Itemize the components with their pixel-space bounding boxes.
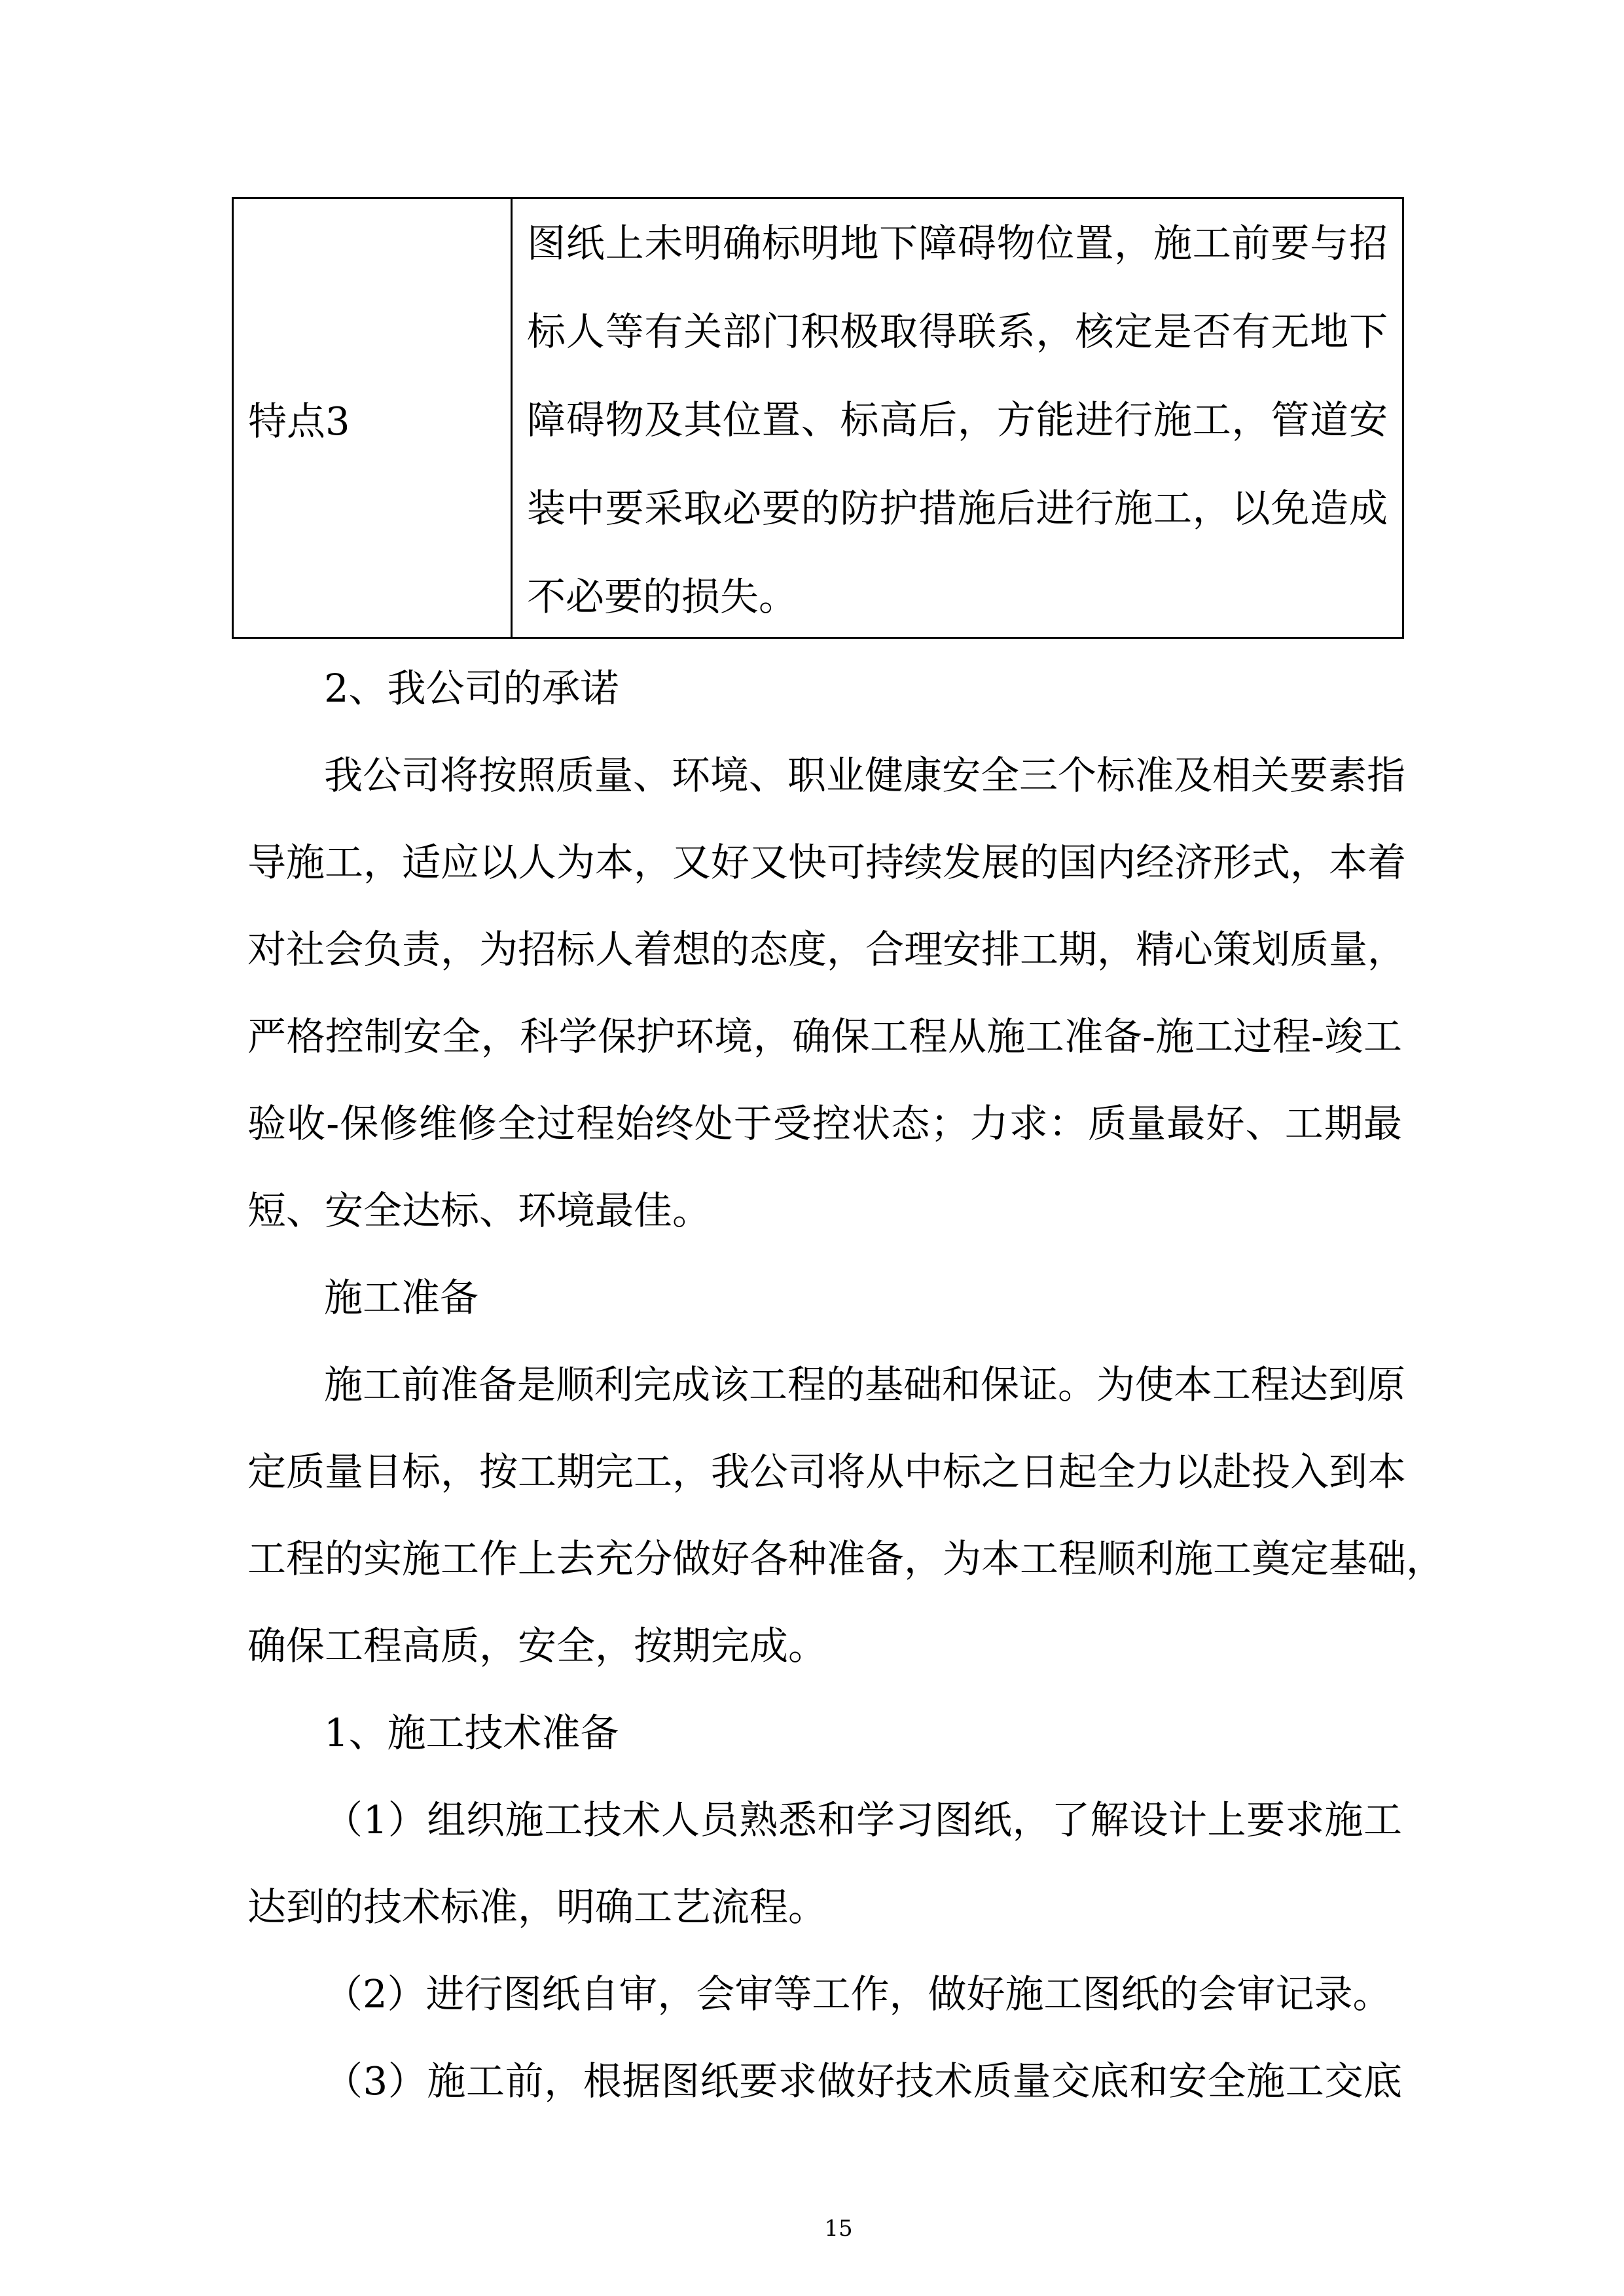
table-text-line: 标人等有关部门积极取得联系，核定是否有无地下 (527, 309, 1388, 354)
document-body (247, 645, 1445, 2125)
paragraph (247, 645, 1402, 732)
paragraph (247, 732, 1407, 1254)
table-text-line: 图纸上未明确标明地下障碍物位置，施工前要与招 (527, 221, 1388, 266)
table-text-line: 障碍物及其位置、标高后，方能进行施工，管道安 (527, 397, 1388, 442)
text-line: 工程的实施工作上去充分做好各种准备，为本工程顺利施工奠定基础， (247, 1536, 1445, 1581)
page-number: 15 (824, 2215, 853, 2242)
paragraph (247, 2037, 1402, 2125)
paragraph (247, 1689, 1402, 1776)
text-line: 1、施工技术准备 (324, 1710, 619, 1755)
text-line: 导施工，适应以人为本，又好又快可持续发展的国内经济形式，本着 (247, 840, 1407, 885)
text-line: 我公司将按照质量、环境、职业健康安全三个标准及相关要素指 (324, 753, 1406, 798)
paragraph (247, 1950, 1402, 2037)
feature-content-cell (513, 199, 1402, 637)
text-line: （3）施工前，根据图纸要求做好技术质量交底和安全施工交底 (324, 2058, 1402, 2104)
text-line: （2）进行图纸自审，会审等工作，做好施工图纸的会审记录。 (324, 1971, 1392, 2017)
text-line: 验收-保修维修全过程始终处于受控状态；力求：质量最好、工期最 (247, 1101, 1402, 1146)
text-line: 确保工程高质，安全，按期完成。 (247, 1623, 827, 1668)
paragraph (247, 1341, 1445, 1689)
text-line: 定质量目标，按工期完工，我公司将从中标之日起全力以赴投入到本 (247, 1449, 1407, 1494)
feature-table (232, 197, 1404, 639)
text-line: （1）组织施工技术人员熟悉和学习图纸，了解设计上要求施工 (324, 1797, 1402, 1842)
table-text-line: 装中要采取必要的防护措施后进行施工，以免造成 (527, 486, 1388, 531)
text-line: 2、我公司的承诺 (324, 666, 619, 711)
paragraph (247, 1776, 1402, 1950)
text-line: 施工准备 (324, 1275, 479, 1320)
text-line: 施工前准备是顺利完成该工程的基础和保证。为使本工程达到原 (324, 1362, 1406, 1407)
text-line: 短、安全达标、环境最佳。 (247, 1188, 712, 1233)
feature-label-cell (234, 199, 513, 637)
paragraph (247, 1254, 1402, 1341)
text-line: 严格控制安全，科学保护环境，确保工程从施工准备-施工过程-竣工 (247, 1014, 1402, 1059)
feature-label: 特点3 (248, 399, 350, 444)
text-line: 对社会负责，为招标人着想的态度，合理安排工期，精心策划质量， (247, 927, 1407, 972)
text-line: 达到的技术标准，明确工艺流程。 (247, 1884, 827, 1929)
table-text-line: 不必要的损失。 (527, 574, 798, 619)
